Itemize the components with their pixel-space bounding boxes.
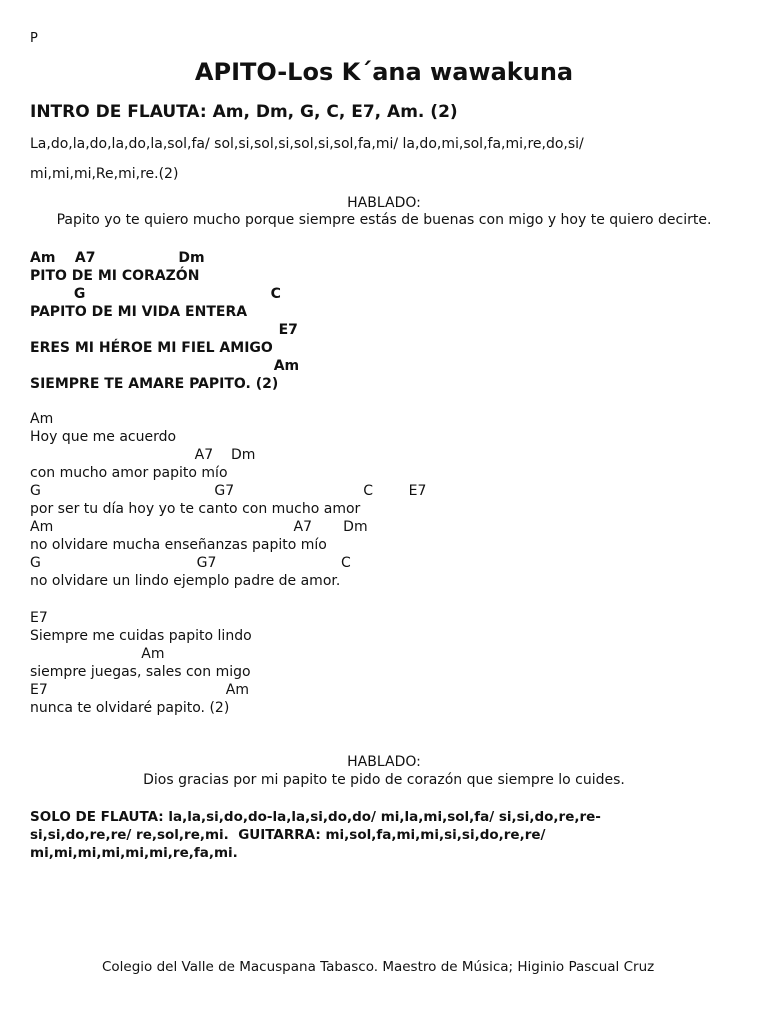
spoken-label-1: HABLADO: [347, 195, 421, 211]
lyric-line: por ser tu día hoy yo te canto con mucho amor [30, 501, 361, 517]
chord-line: G G7 C [30, 555, 351, 571]
solo-line: mi,mi,mi,mi,mi,mi,re,fa,mi. [30, 845, 238, 861]
lyric-line: no olvidare mucha enseñanzas papito mío [30, 537, 327, 553]
lyric-line: nunca te olvidaré papito. (2) [30, 700, 230, 716]
chord-line: Am [30, 358, 300, 374]
page-marker: P [30, 31, 38, 46]
chord-line: G G7 C E7 [30, 483, 427, 499]
intro-notes-line-2: mi,mi,mi,Re,mi,re.(2) [30, 166, 179, 182]
lyric-line: Siempre me cuidas papito lindo [30, 628, 252, 644]
chord-line: Am [30, 646, 165, 662]
footer: Colegio del Valle de Macuspana Tabasco. Maestro de Música; Higinio Pascual Cruz [102, 959, 655, 975]
chord-line: G C [30, 286, 281, 302]
lyric-line: PAPITO DE MI VIDA ENTERA [30, 304, 248, 320]
lyric-line: PITO DE MI CORAZÓN [30, 268, 200, 284]
solo-line: si,si,do,re,re/ re,sol,re,mi. GUITARRA: mi,sol,fa,mi,mi,si,si,do,re,re/ [30, 827, 546, 843]
chord-line: E7 [30, 322, 298, 338]
lyric-line: siempre juegas, sales con migo [30, 664, 251, 680]
chord-line: E7 [30, 610, 48, 626]
intro-heading: INTRO DE FLAUTA: Am, Dm, G, C, E7, Am. (2) [30, 102, 458, 122]
chord-line: Am A7 Dm [30, 519, 368, 535]
spoken-label-2: HABLADO: [347, 754, 421, 770]
song-title: APITO-Los K´ana wawakuna [194, 58, 574, 86]
solo-line: SOLO DE FLAUTA: la,la,si,do,do-la,la,si,do,do/ mi,la,mi,sol,fa/ si,si,do,re,re- [30, 809, 601, 825]
chord-line: Am A7 Dm [30, 250, 205, 266]
lyric-line: SIEMPRE TE AMARE PAPITO. (2) [30, 376, 279, 392]
intro-notes-line-1: La,do,la,do,la,do,la,sol,fa/ sol,si,sol,si,sol,si,sol,fa,mi/ la,do,mi,sol,fa,mi,re,do,si/ [30, 136, 584, 152]
chord-line: E7 Am [30, 682, 249, 698]
lyric-line: con mucho amor papito mío [30, 465, 228, 481]
spoken-text-1: Papito yo te quiero mucho porque siempre estás de buenas con migo y hoy te quiero decirte. [56, 212, 712, 228]
chord-line: A7 Dm [30, 447, 256, 463]
lyric-line: Hoy que me acuerdo [30, 429, 177, 445]
lyric-line: no olvidare un lindo ejemplo padre de amor. [30, 573, 341, 589]
lyric-line: ERES MI HÉROE MI FIEL AMIGO [30, 340, 273, 356]
spoken-text-2: Dios gracias por mi papito te pido de corazón que siempre lo cuides. [143, 772, 625, 788]
chord-line: Am [30, 411, 54, 427]
